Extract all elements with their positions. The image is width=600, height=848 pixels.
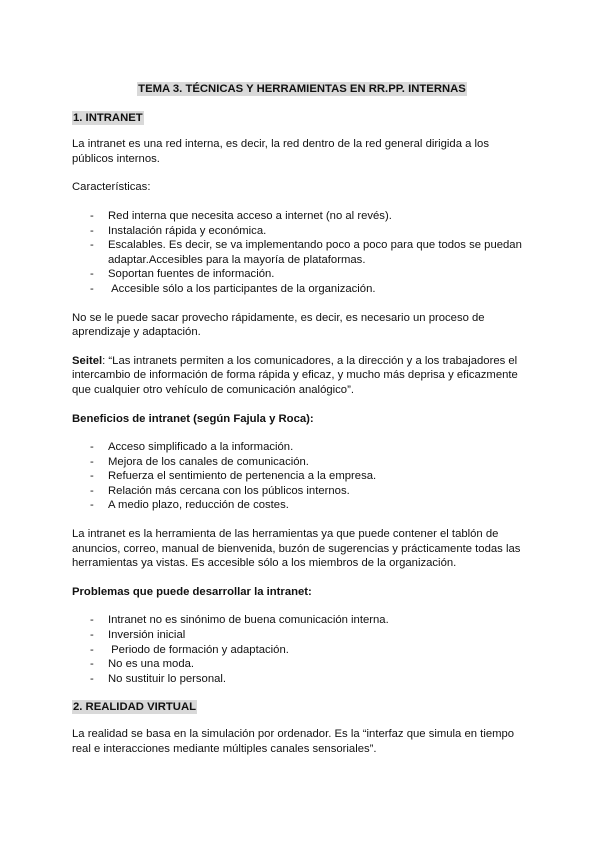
list-item-text: No es una moda. xyxy=(108,658,195,671)
seitel-quote xyxy=(72,354,532,398)
list-item xyxy=(72,484,532,499)
bullet-dash: - xyxy=(90,455,94,468)
section-2-heading-text: 2. REALIDAD VIRTUAL xyxy=(73,701,197,714)
list-item xyxy=(72,469,532,484)
quote-author: Seitel xyxy=(72,354,103,367)
features-label: Características: xyxy=(72,181,151,194)
list-item xyxy=(72,657,532,672)
list-item-text: Instalación rápida y económica. xyxy=(108,224,267,237)
list-item xyxy=(72,440,532,455)
learning-paragraph: No se le puede sacar provecho rápidamente, es decir, es necesario un proceso de aprendizaje y adaptación. xyxy=(72,311,485,339)
list-item xyxy=(72,613,532,628)
section-2-heading xyxy=(72,700,532,715)
list-item-text: Soportan fuentes de información. xyxy=(108,268,275,281)
bullet-dash: - xyxy=(90,282,94,295)
list-item-text: Periodo de formación y adaptación. xyxy=(108,643,289,656)
list-item xyxy=(72,267,532,282)
list-item-text: Intranet no es sinónimo de buena comunicación interna. xyxy=(108,614,389,627)
list-item xyxy=(72,672,532,687)
bullet-dash: - xyxy=(90,643,94,656)
quote-text: : “Las intranets permiten a los comunicadores, a la dirección y a los trabajadores el intercambio de información de forma rápida y eficaz, y mucho más deprisa y eficazmente que cualquier otro vehículo de comunicación analógico”. xyxy=(72,354,518,396)
tools-paragraph: La intranet es la herramienta de las herramientas ya que puede contener el tablón de anuncios, correo, manual de bienvenida, buzón de sugerencias y prácticamente todas las herramientas ya vistas. Es accesible sólo a los miembros de la organización. xyxy=(72,528,521,570)
list-item-text: Relación más cercana con los públicos internos. xyxy=(108,484,350,497)
list-item xyxy=(72,498,532,513)
bullet-dash: - xyxy=(90,441,94,454)
list-item xyxy=(72,238,532,267)
bullet-dash: - xyxy=(90,239,94,252)
document-title-text: TEMA 3. TÉCNICAS Y HERRAMIENTAS EN RR.PP. INTERNAS xyxy=(138,83,466,95)
list-item-text: Mejora de los canales de comunicación. xyxy=(108,455,309,468)
bullet-dash: - xyxy=(90,209,94,222)
list-item-text: No sustituir lo personal. xyxy=(108,672,227,685)
list-item xyxy=(72,224,532,239)
list-item xyxy=(72,628,532,643)
bullet-dash: - xyxy=(90,470,94,483)
document-content xyxy=(72,82,532,770)
virtual-reality-intro: La realidad se basa en la simulación por ordenador. Es la “interfaz que simula en tiempo real e interacciones mediante múltiples canales sensoriales”. xyxy=(72,728,515,755)
features-list xyxy=(72,209,532,297)
list-item-text: Refuerza el sentimiento de pertenencia a la empresa. xyxy=(108,470,377,483)
benefits-list xyxy=(72,440,532,513)
bullet-dash: - xyxy=(90,614,94,627)
section-1-heading xyxy=(72,111,532,126)
problems-list xyxy=(72,613,532,686)
bullet-dash: - xyxy=(90,268,94,281)
bullet-dash: - xyxy=(90,658,94,671)
list-item-text: A medio plazo, reducción de costes. xyxy=(108,499,289,512)
list-item xyxy=(72,643,532,658)
bullet-dash: - xyxy=(90,672,94,685)
list-item-text: Accesible sólo a los participantes de la organización. xyxy=(108,282,376,295)
list-item-text: Acceso simplificado a la información. xyxy=(108,441,294,454)
bullet-dash: - xyxy=(90,629,94,642)
document-title xyxy=(72,82,532,97)
list-item xyxy=(72,282,532,297)
list-item-text: Inversión inicial xyxy=(108,629,186,642)
bullet-dash: - xyxy=(90,224,94,237)
section-1-heading-text: 1. INTRANET xyxy=(73,111,143,124)
benefits-heading: Beneficios de intranet (según Fajula y Roca): xyxy=(72,412,314,425)
list-item-text: Escalables. Es decir, se va implementando poco a poco para que todos se puedan adaptar.Accesibles para la mayoría de plataformas. xyxy=(108,239,522,266)
intranet-intro: La intranet es una red interna, es decir, la red dentro de la red general dirigida a los públicos internos. xyxy=(72,138,489,165)
list-item xyxy=(72,209,532,224)
bullet-dash: - xyxy=(90,499,94,512)
problems-heading: Problemas que puede desarrollar la intranet: xyxy=(72,585,312,598)
list-item-text: Red interna que necesita acceso a internet (no al revés). xyxy=(108,209,392,222)
list-item xyxy=(72,455,532,470)
bullet-dash: - xyxy=(90,484,94,497)
